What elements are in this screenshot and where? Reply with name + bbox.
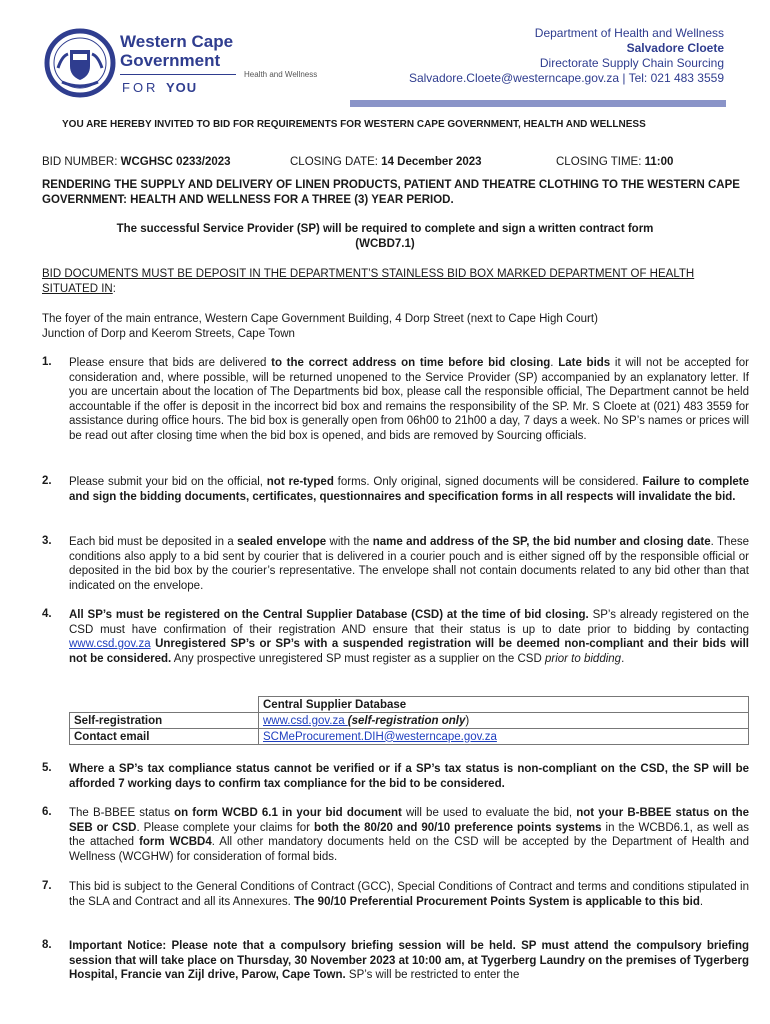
deposit-heading-2 bbox=[42, 283, 116, 295]
item-3-text-d: name and address of the SP, the bid number and closing date bbox=[372, 536, 711, 548]
item-6-number: 6. bbox=[42, 806, 52, 818]
bid-number-label: BID NUMBER: bbox=[42, 156, 121, 168]
item-7-number: 7. bbox=[42, 880, 52, 892]
item-6-text-e: . Please complete your claims for bbox=[136, 821, 314, 834]
item-5-number: 5. bbox=[42, 762, 52, 774]
coat-of-arms-icon bbox=[44, 28, 116, 98]
item-8-number: 8. bbox=[42, 939, 52, 951]
item-4-number: 4. bbox=[42, 608, 52, 620]
item-1-text-e: it will not be accepted for consideration and, where possible, will be returned unopened to the Service Provider (SP) accompanied by an explanatory letter. If you are uncertain about the location of The Departments bid box, please call the responsible official, The Department cannot be held accountable if the offer is deposit in the incorrect bid box and remains the responsibility of the SP. Mr. S Cloete at (021) 483 3559 for assistance during office hours. The bid box is generally open from 06h00 to 21h00 a day, 7 days a week. No SP’s names or prices will be read out after closing time when the bid box is opened, and bids are removed by Sourcing officials. bbox=[69, 357, 750, 442]
item-1-text-b: to the correct address on time before bid closing bbox=[271, 357, 551, 369]
item-2 bbox=[69, 475, 749, 504]
header-contact: Salvadore.Cloete@westerncape.gov.za | Tel: 021 483 3559 bbox=[408, 71, 724, 85]
item-4-text-a: All SP’s must be registered on the Central Supplier Database (CSD) at the time of bid closing. bbox=[69, 609, 589, 621]
item-6-text-c: will be used to evaluate the bid, bbox=[401, 807, 577, 819]
item-7-text-c: . bbox=[699, 895, 704, 908]
item-8 bbox=[69, 939, 749, 983]
bid-title: RENDERING THE SUPPLY AND DELIVERY OF LINEN PRODUCTS, PATIENT AND THEATRE CLOTHING TO THE WESTERN CAPE GOVERNMENT: HEALTH AND WELLNESS FOR A THREE (3) YEAR PERIOD. bbox=[42, 179, 740, 206]
logo-dept: Health and Wellness bbox=[244, 70, 318, 79]
item-1-text-d: Late bids bbox=[558, 357, 611, 369]
item-2-text-a: Please submit your bid on the official, bbox=[69, 476, 267, 488]
government-logo bbox=[44, 28, 324, 100]
deposit-heading-2-text: SITUATED IN bbox=[42, 283, 113, 295]
item-4 bbox=[69, 608, 749, 666]
item-6 bbox=[69, 806, 749, 864]
item-8-text-b: SP’s will be restricted to enter the bbox=[345, 969, 520, 982]
csd-table-header-row bbox=[70, 697, 749, 713]
logo-divider bbox=[120, 74, 236, 75]
header-name: Salvadore Cloete bbox=[626, 41, 724, 55]
csd-self-registration-link[interactable]: www.csd.gov.za bbox=[263, 714, 348, 727]
item-7-text-b: The 90/10 Preferential Procurement Points System is applicable to this bid bbox=[294, 895, 700, 908]
closing-time bbox=[556, 156, 673, 168]
item-4-text-e: Unregistered SP’s or SP’s with a suspended registration will be deemed non-compliant and their bids will not be considered. bbox=[69, 638, 749, 665]
item-5: Where a SP’s tax compliance status cannot be verified or if a SP’s tax status is non-compliant on the CSD, the SP will be afforded 7 working days to confirm tax compliance for the bid to be considered. bbox=[69, 763, 749, 790]
csd-table-header: Central Supplier Database bbox=[259, 697, 749, 713]
item-6-text-f: both the 80/20 and 90/10 preference points systems bbox=[313, 821, 602, 834]
item-3-text-e: . These conditions also apply to a bid sent by courier that is delivered in a courier pouch and is either signed off by the responsible official or deposited in the bid box by the courier’s representative. The envelope shall not contain documents related to any bid other than that indicated on the envelope. bbox=[69, 536, 749, 592]
csd-self-registration-cell bbox=[259, 713, 749, 729]
closing-date-value: 14 December 2023 bbox=[381, 156, 482, 168]
header-rule bbox=[350, 100, 726, 107]
item-1-text-a: Please ensure that bids are delivered bbox=[69, 357, 272, 369]
item-2-number: 2. bbox=[42, 475, 52, 487]
item-1 bbox=[69, 356, 749, 444]
item-6-text-h: form WCBD4 bbox=[139, 836, 212, 849]
item-2-text-b: not re-typed bbox=[266, 476, 334, 488]
csd-table-empty-cell bbox=[70, 697, 259, 713]
location-line-2: Junction of Dorp and Keerom Streets, Cape Town bbox=[42, 328, 295, 340]
header-department: Department of Health and Wellness bbox=[534, 26, 724, 40]
logo-line1: Western Cape bbox=[120, 32, 234, 51]
item-6-text-d: not your B-BBEE status on the SEB or CSD bbox=[69, 807, 749, 834]
csd-self-registration-label: Self-registration bbox=[70, 713, 259, 729]
closing-date-label: CLOSING DATE: bbox=[290, 156, 382, 168]
location-line-1: The foyer of the main entrance, Western Cape Government Building, 4 Dorp Street (next to Cape High Court) bbox=[42, 313, 598, 325]
bid-number-value: WCGHSC 0233/2023 bbox=[120, 156, 231, 168]
item-1-text-c: . bbox=[550, 357, 559, 369]
csd-table bbox=[69, 696, 749, 745]
item-3-number: 3. bbox=[42, 535, 52, 547]
logo-line2: Government bbox=[120, 51, 221, 70]
item-6-text-g: in the WCBD6.1, as well as the attached bbox=[69, 821, 749, 849]
contract-note-1: The successful Service Provider (SP) will be required to complete and sign a written contract form bbox=[116, 223, 654, 235]
invitation-line: YOU ARE HEREBY INVITED TO BID FOR REQUIREMENTS FOR WESTERN CAPE GOVERNMENT, HEALTH AND WELLNESS bbox=[62, 119, 646, 130]
item-3-text-c: with the bbox=[326, 536, 373, 548]
csd-link[interactable]: www.csd.gov.za bbox=[69, 638, 151, 651]
logo-tagline-for: FOR bbox=[122, 80, 159, 95]
item-6-text-i: . All other mandatory documents held on the CSD will be accepted by the Department of Health and Wellness (WCGHW) for consideration of formal bids. bbox=[69, 836, 749, 863]
csd-contact-email-cell bbox=[259, 729, 749, 745]
item-4-text-b: SP’s already registered on the CSD must have confirmation of their registration AND ensure that their status is up to date prior to bidding by contacting bbox=[69, 609, 749, 636]
csd-self-registration-close: ) bbox=[465, 714, 470, 727]
item-2-text-c: forms. Only original, signed documents will be considered. bbox=[333, 476, 643, 488]
item-7-text-a: This bid is subject to the General Conditions of Contract (GCC), Special Conditions of Contract and terms and conditions stipulated in the SLA and Contract and all its Annexures. bbox=[69, 881, 749, 908]
item-1-number: 1. bbox=[42, 356, 52, 368]
item-4-text-g: prior to bidding bbox=[544, 652, 622, 665]
item-4-text-f: Any prospective unregistered SP must register as a supplier on the CSD bbox=[171, 652, 545, 665]
table-row bbox=[70, 713, 749, 729]
logo-tagline-you: YOU bbox=[166, 80, 198, 95]
table-row bbox=[70, 729, 749, 745]
item-4-text-h: . bbox=[621, 652, 625, 665]
csd-contact-email-label: Contact email bbox=[70, 729, 259, 745]
item-2-text-d: Failure to complete and sign the bidding documents, certificates, questionnaires and specification forms in all respects will invalidate the bid. bbox=[69, 476, 750, 503]
item-3 bbox=[69, 535, 749, 593]
closing-time-label: CLOSING TIME: bbox=[556, 156, 645, 168]
bid-number bbox=[42, 156, 231, 168]
item-3-text-a: Each bid must be deposited in a bbox=[69, 536, 238, 548]
csd-self-registration-note: (self-registration only bbox=[347, 714, 466, 727]
item-6-text-a: The B-BBEE status bbox=[69, 807, 175, 819]
item-6-text-b: on form WCBD 6.1 in your bid document bbox=[174, 807, 402, 819]
deposit-heading-colon: : bbox=[112, 283, 116, 295]
item-3-text-b: sealed envelope bbox=[237, 536, 327, 548]
closing-time-value: 11:00 bbox=[644, 156, 674, 168]
item-7 bbox=[69, 880, 749, 909]
contract-note-2: (WCBD7.1) bbox=[355, 238, 415, 250]
closing-date bbox=[290, 156, 482, 168]
csd-contact-email-link[interactable]: SCMeProcurement.DIH@westerncape.gov.za bbox=[263, 730, 497, 743]
deposit-heading-1: BID DOCUMENTS MUST BE DEPOSIT IN THE DEPARTMENT’S STAINLESS BID BOX MARKED DEPARTMENT OF HEALTH bbox=[42, 268, 695, 280]
item-8-text-a: Important Notice: Please note that a compulsory briefing session will be held. SP must attend the compulsory briefing session that will take place on Thursday, 30 November 2023 at 10:00 am, at Tygerberg Laundry on the premises of Tygerberg Hospital, Francie van Zijl drive, Parow, Cape Town. bbox=[69, 940, 749, 982]
header-directorate: Directorate Supply Chain Sourcing bbox=[539, 56, 724, 70]
